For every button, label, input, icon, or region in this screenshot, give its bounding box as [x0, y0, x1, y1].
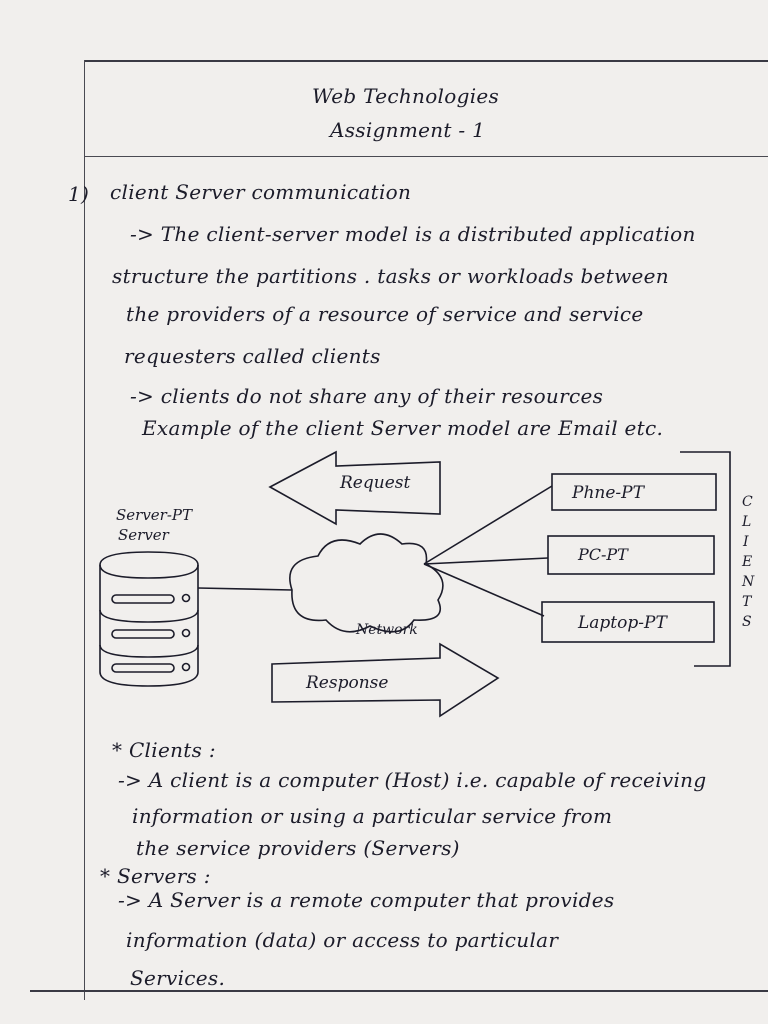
clients-letter: E [742, 554, 753, 570]
clients-letter: C [742, 494, 753, 510]
clients-letter: L [742, 514, 752, 530]
servers-line-2: information (data) or access to particular [126, 928, 559, 952]
clients-line-1: -> A client is a computer (Host) i.e. capable of receiving [118, 768, 707, 792]
bottom-rule [30, 990, 768, 992]
servers-line-3: Services. [130, 966, 226, 990]
body-line-4: requesters called clients [124, 344, 381, 368]
device-phone: Phne-PT [572, 483, 644, 503]
server-icon [100, 552, 198, 686]
clients-bracket [680, 452, 730, 666]
clients-line-2: information or using a particular service from [132, 804, 613, 828]
clients-heading: * Clients : [112, 738, 216, 762]
section-heading: client Server communication [110, 180, 412, 204]
clients-line-3: the service providers (Servers) [136, 836, 460, 860]
body-line-1: -> The client-server model is a distributed application [130, 222, 696, 246]
servers-heading: * Servers : [100, 864, 211, 888]
client-server-diagram [0, 440, 768, 730]
header-rule [84, 156, 768, 157]
network-label: Network [356, 622, 418, 638]
device-pc: PC-PT [578, 545, 628, 564]
body-line-5: -> clients do not share any of their resources [130, 384, 604, 408]
device-laptop: Laptop-PT [578, 613, 667, 633]
page-subtitle: Assignment - 1 [330, 118, 486, 142]
device-box-pc [548, 536, 714, 574]
body-line-6: Example of the client Server model are Email etc. [142, 416, 664, 440]
page-title: Web Technologies [312, 84, 500, 108]
clients-letter: S [742, 614, 752, 630]
clients-letter: I [743, 534, 749, 550]
clients-letter: T [742, 594, 752, 610]
server-label-2: Server [118, 526, 169, 544]
body-line-2: structure the partitions . tasks or workloads between [112, 264, 669, 288]
top-rule [84, 60, 768, 62]
server-label-1: Server-PT [116, 506, 193, 524]
body-line-3: the providers of a resource of service and service [126, 302, 644, 326]
response-label: Response [306, 673, 389, 693]
request-label: Request [340, 473, 411, 493]
network-cloud [290, 534, 443, 632]
section-number: 1) [68, 182, 90, 206]
clients-letter: N [742, 574, 755, 590]
servers-line-1: -> A Server is a remote computer that provides [118, 888, 615, 912]
